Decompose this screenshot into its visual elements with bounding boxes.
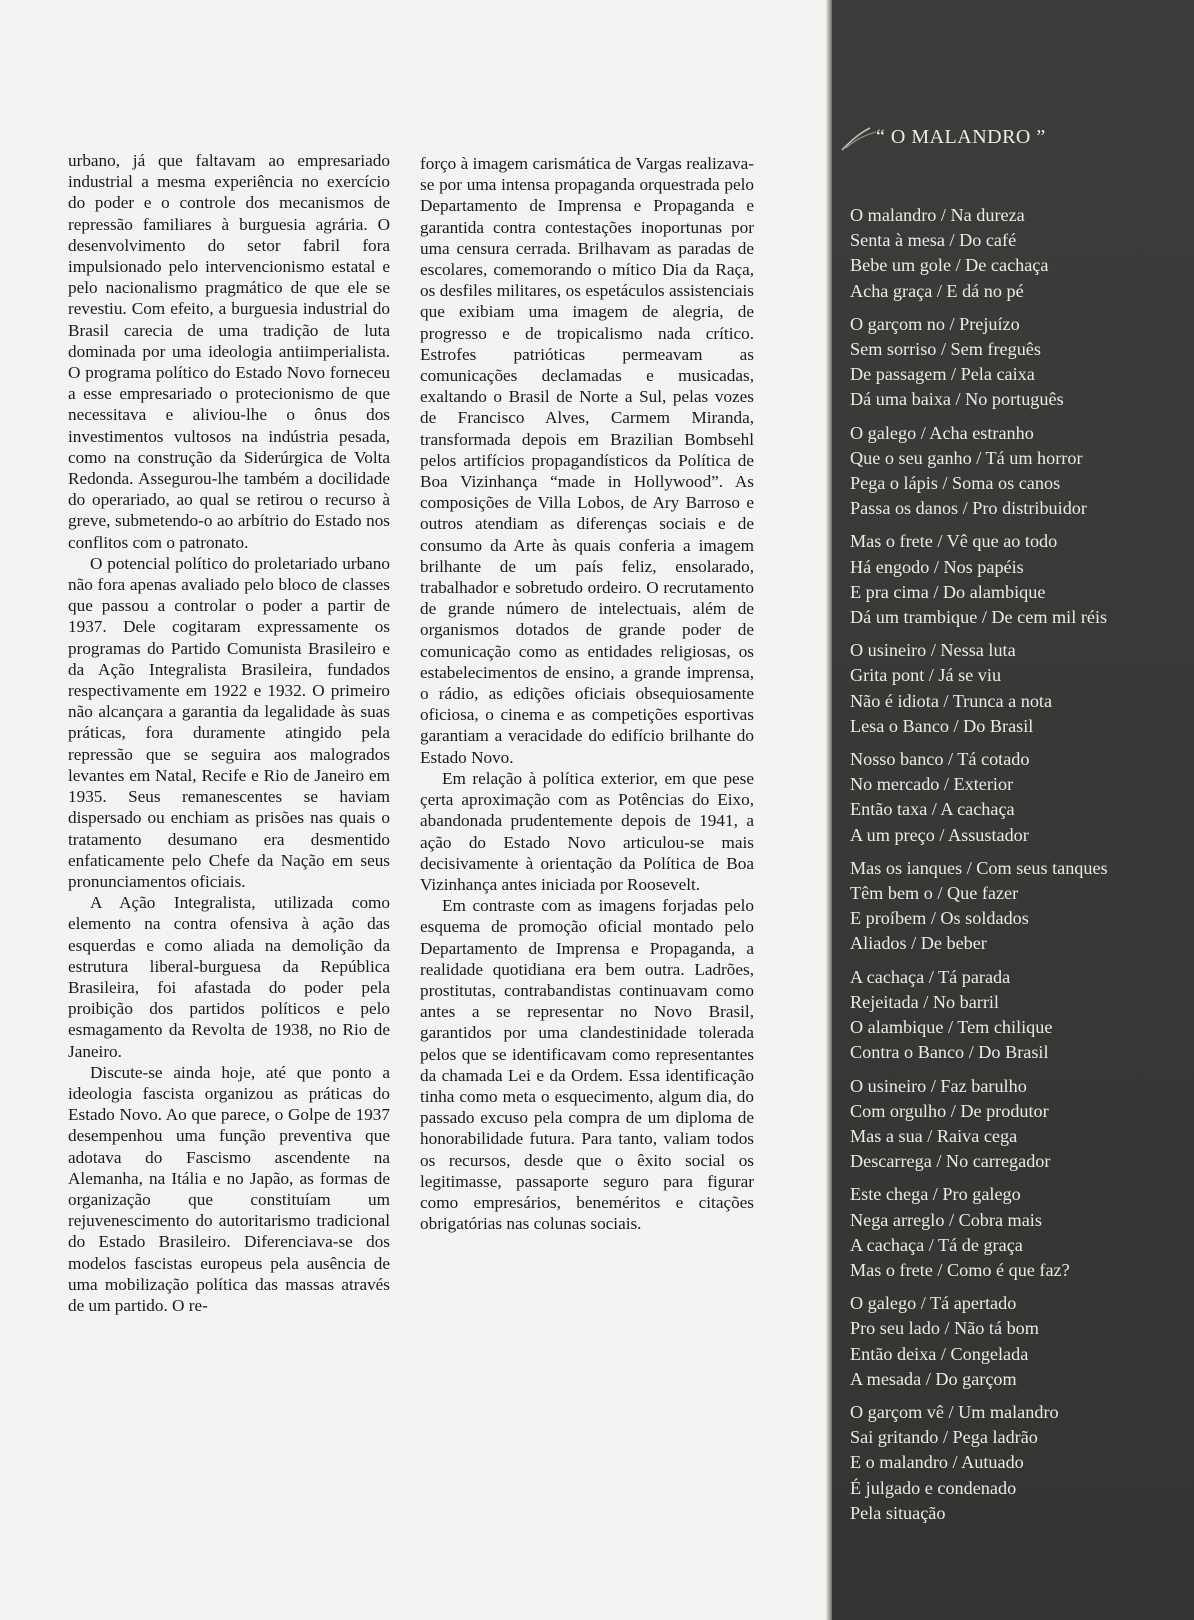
poem-line: Lesa o Banco / Do Brasil <box>850 715 1034 736</box>
poem-line: Rejeitada / No barril <box>850 991 999 1012</box>
poem-line: Contra o Banco / Do Brasil <box>850 1042 1049 1063</box>
poem-line: Não é idiota / Trunca a nota <box>850 690 1053 711</box>
poem-line: Bebe um gole / De cachaça <box>850 255 1049 276</box>
text-column-left <box>68 150 390 1316</box>
poem-stanza <box>850 1291 1190 1392</box>
poem-line: Têm bem o / Que fazer <box>850 883 1019 904</box>
poem-line: E o malandro / Autuado <box>850 1452 1024 1473</box>
poem-line: E proíbem / Os soldados <box>850 908 1029 929</box>
paragraph: urbano, já que faltavam ao empresariado industrial a mesma experiência no exercício do poder e o controle dos mecanismos de repressão familiares à burguesia agrária. O desenvolvimento do setor fabril fora impulsionado pelo intervencionismo estatal e pelo nacionalismo pragmático de que ele se revestiu. Com efeito, a burguesia industrial do Brasil carecia de uma tradição de luta dominada por uma ideologia antiimperialista. O programa político do Estado Novo forneceu a esse empresariado o protecionismo de que necessitava e aliviou-lhe o ônus dos investimentos vultosos na indústria pesada, como na construção da Siderúrgica de Volta Redonda. Assegurou-lhe também a docilidade do operariado, ao qual se retirou o recurso à greve, submetendo-o ao arbítrio do Estado nos conflitos com o patronato. <box>68 151 390 552</box>
brush-stroke-icon <box>840 124 880 154</box>
poem-stanza <box>850 529 1190 630</box>
poem-line: Dá um trambique / De cem mil réis <box>850 607 1108 628</box>
paragraph: Em relação à política exterior, em que pese çerta aproximação com as Potências do Eixo, abandonada prudentemente depois de 1941, a ação do Estado Novo articulou-se mais decisivamente à orientação da Política de Boa Vizinhança antes iniciada por Roosevelt. <box>420 768 754 894</box>
poem-line: Pela situação <box>850 1502 946 1523</box>
paragraph: O potencial político do proletariado urbano não fora apenas avaliado pelo bloco de classes que passou a controlar o poder a partir de 1937. Dele cogitaram expressamente os programas do Partido Comunista Brasileiro e da Ação Integralista Brasileira, fundados respectivamente em 1922 e 1932. O primeiro não alcançara a garantia da legalidade às suas práticas, fora duramente atingido pela repressão que se seguira aos malogrados levantes em Natal, Recife e Rio de Janeiro em 1935. Seus remanescentes se haviam dispersado ou enchiam as prisões nas quais o tratamento desumano era desmentido enfaticamente pelo Chefe da Nação em seus pronunciamentos oficiais. <box>68 553 390 891</box>
poem-line: Grita pont / Já se viu <box>850 665 1002 686</box>
poem-line: Pega o lápis / Soma os canos <box>850 473 1061 494</box>
poem-line: Mas a sua / Raiva cega <box>850 1125 1018 1146</box>
poem-line: E pra cima / Do alambique <box>850 581 1046 602</box>
poem-line: Com orgulho / De produtor <box>850 1100 1049 1121</box>
poem-stanza <box>850 421 1190 522</box>
poem-line: Mas os ianques / Com seus tanques <box>850 857 1108 878</box>
poem-line: O alambique / Tem chilique <box>850 1017 1053 1038</box>
poem-line: A um preço / Assustador <box>850 824 1029 845</box>
poem-stanza <box>850 1182 1190 1283</box>
poem-line: A cachaça / Tá de graça <box>850 1234 1023 1255</box>
poem-stanza <box>850 965 1190 1066</box>
poem-line: Descarrega / No carregador <box>850 1151 1051 1172</box>
poem-line: Aliados / De beber <box>850 933 987 954</box>
poem-line: Este chega / Pro galego <box>850 1184 1021 1205</box>
poem-line: Acha graça / E dá no pé <box>850 280 1024 301</box>
poem-line: Passa os danos / Pro distribuidor <box>850 498 1087 519</box>
poem-stanza <box>850 638 1190 739</box>
poem-line: Pro seu lado / Não tá bom <box>850 1318 1039 1339</box>
poem-title: “ O MALANDRO ” <box>876 126 1046 148</box>
poem-body <box>850 203 1190 1534</box>
text-column-middle <box>420 153 754 1234</box>
poem-line: O usineiro / Faz barulho <box>850 1075 1027 1096</box>
poem-line: É julgado e condenado <box>850 1477 1017 1498</box>
poem-line: Mas o frete / Vê que ao todo <box>850 531 1058 552</box>
poem-stanza <box>850 312 1190 413</box>
poem-line: Dá uma baixa / No português <box>850 389 1064 410</box>
poem-line: A mesada / Do garçom <box>850 1368 1017 1389</box>
poem-line: Sai gritando / Pega ladrão <box>850 1427 1038 1448</box>
poem-stanza <box>850 1400 1190 1526</box>
poem-line: A cachaça / Tá parada <box>850 966 1011 987</box>
poem-line: No mercado / Exterior <box>850 774 1014 795</box>
paragraph: Em contraste com as imagens forjadas pelo esquema de promoção oficial montado pelo Departamento de Imprensa e Propaganda, a realidade quotidiana era bem outra. Ladrões, prostitutas, contrabandistas continuavam como antes a se representar no Novo Brasil, garantidos por uma clandestinidade tolerada pelos que se identificavam como representantes da chamada Lei e da Ordem. Essa identificação tinha como meta o esquecimento, algum dia, do passado excuso pela compra de um diploma de honorabilidade futura. Para tanto, valiam todos os recursos, desde que o êxito social os legitimasse, passaporte seguro para figurar como empresários, beneméritos e citações obrigatórias nas colunas sociais. <box>420 896 754 1234</box>
poem-line: O usineiro / Nessa luta <box>850 640 1016 661</box>
poem-line: Senta à mesa / Do café <box>850 230 1017 251</box>
poem-stanza <box>850 856 1190 957</box>
poem-line: Há engodo / Nos papéis <box>850 556 1024 577</box>
paragraph: forço à imagem carismática de Vargas realizava-se por uma intensa propaganda orquestrada pelo Departamento de Imprensa e Propaganda e garantida contra contestações inoportunas por uma censura cerrada. Brilhavam as paradas de escolares, comemorando o mítico Dia da Raça, os desfiles militares, os espetáculos assistenciais que exibiam uma imagem de alegria, de progresso e de tropicalismo nada crítico. Estrofes patrióticas permeavam as comunicações declamadas e musicadas, exaltando o Brasil de Norte a Sul, pelas vozes de Francisco Alves, Carmem Miranda, transformada depois em Brazilian Bombsehl pelos artifícios propagandísticos da Política de Boa Vizinhança “made in Hollywood”. As composições de Villa Lobos, de Ary Barroso e outros atendiam as diferenças sociais e de consumo da Arte às quais conferia a imagem brilhante de um país feliz, ensolarado, trabalhador e sobretudo ordeiro. O recrutamento de grande número de intelectuais, além de organismos dotados de grande poder de comunicação como as entidades religiosas, os estabelecimentos de ensino, a grande imprensa, o rádio, as edições oficiais obsequiosamente oficiosa, o cinema e as competições esportivas garantiam a veracidade do edifício brilhante do Estado Novo. <box>420 154 754 767</box>
poem-line: Nega arreglo / Cobra mais <box>850 1209 1042 1230</box>
poem-line: O malandro / Na dureza <box>850 205 1025 225</box>
poem-stanza <box>850 203 1190 304</box>
poem-line: O galego / Acha estranho <box>850 422 1034 443</box>
poem-line: Mas o frete / Como é que faz? <box>850 1259 1070 1280</box>
poem-line: Então taxa / A cachaça <box>850 799 1015 820</box>
paragraph: A Ação Integralista, utilizada como elemento na contra ofensiva à ação das esquerdas e como aliada na demolição da estrutura liberal-burguesa da República Brasileira, foi afastada do poder pela proibição dos partidos políticos e pelo esmagamento da Revolta de 1938, no Rio de Janeiro. <box>68 893 390 1061</box>
paragraph: Discute-se ainda hoje, até que ponto a ideologia fascista organizou as práticas do Estado Novo. Ao que parece, o Golpe de 1937 desempenhou uma função preventiva que adotava do Fascismo ascendente na Alemanha, na Itália e no Japão, as formas de organização que constituíam um rejuvenescimento do autoritarismo tradicional do Estado Brasileiro. Diferenciava-se dos modelos fascistas europeus pela ausência de uma mobilização política das massas através de um partido. O re- <box>68 1062 390 1315</box>
poem-stanza <box>850 1074 1190 1175</box>
poem-line: O galego / Tá apertado <box>850 1293 1017 1314</box>
poem-stanza <box>850 747 1190 848</box>
poem-line: O garçom no / Prejuízo <box>850 313 1020 334</box>
poem-line: Nosso banco / Tá cotado <box>850 749 1030 770</box>
poem-line: Então deixa / Congelada <box>850 1343 1029 1364</box>
poem-line: O garçom vê / Um malandro <box>850 1401 1059 1422</box>
poem-line: De passagem / Pela caixa <box>850 364 1035 385</box>
poem-line: Sem sorriso / Sem freguês <box>850 339 1041 360</box>
poem-line: Que o seu ganho / Tá um horror <box>850 447 1083 468</box>
